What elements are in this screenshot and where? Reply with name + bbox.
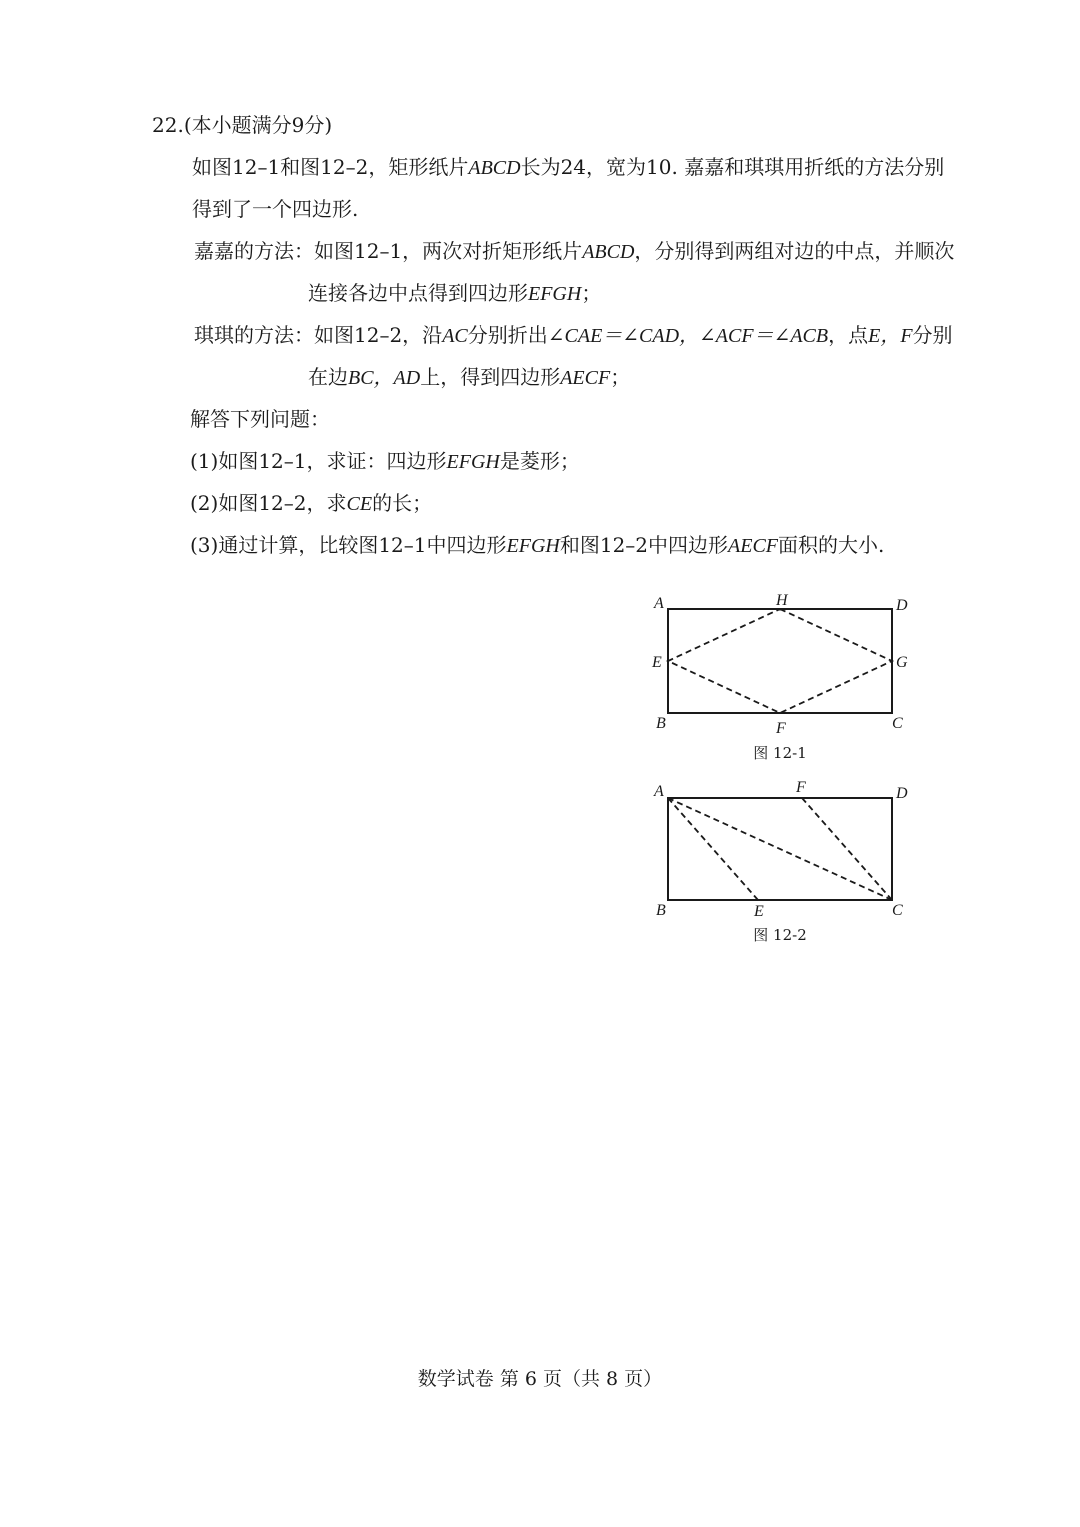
label-a: A	[654, 595, 664, 612]
intro-text: 得到了一个四边形.	[192, 197, 359, 221]
math-efgh: EFGH	[528, 283, 582, 305]
q2-text: 的长；	[372, 491, 433, 515]
q1-text: (1)如图12–1，求证：四边形	[190, 449, 447, 473]
intro-line-1	[192, 154, 944, 181]
qiqi-line-1	[194, 322, 953, 349]
jiajia-line-2	[308, 280, 601, 307]
math-ce: CE	[346, 493, 373, 515]
math-bc-ad: BC，AD	[348, 367, 421, 389]
math-ef: E，F	[868, 325, 913, 347]
math-abcd: ABCD	[468, 157, 521, 179]
answer-prompt	[190, 406, 330, 432]
math-angles: ∠CAE＝∠CAD，∠ACF＝∠ACB	[547, 325, 829, 347]
question-header	[152, 112, 332, 138]
jiajia-line-1	[194, 238, 954, 265]
qiqi-text: 分别	[912, 323, 953, 347]
q2-text: (2)如图12–2，求	[190, 491, 347, 515]
jiajia-text: 连接各边中点得到四边形	[308, 281, 528, 305]
math-aecf: AECF	[560, 367, 611, 389]
q1-text: 是菱形；	[499, 449, 580, 473]
sub-question-1	[190, 448, 580, 475]
answer-prompt-text: 解答下列问题：	[190, 407, 330, 431]
rectangle-abcd	[668, 609, 892, 713]
figure-caption: 图 12-2	[753, 926, 807, 944]
jiajia-label: 嘉嘉的方法：	[194, 239, 314, 263]
qiqi-text: 如图12–2，沿	[314, 323, 443, 347]
jiajia-text: ，分别得到两组对边的中点，并顺次	[634, 239, 955, 263]
label-h: H	[776, 592, 788, 609]
label-f: F	[776, 720, 786, 737]
qiqi-text: 上，得到四边形	[420, 365, 561, 389]
fold-cf	[802, 798, 892, 900]
label-f: F	[796, 779, 806, 796]
qiqi-text: 分别折出	[467, 323, 548, 347]
figure-12-2	[640, 772, 930, 952]
figure-caption: 图 12-1	[753, 744, 807, 762]
qiqi-text: ；	[610, 365, 631, 389]
qiqi-text: 在边	[308, 365, 348, 389]
question-number: 22.	[152, 113, 184, 137]
q3-text: 面积的大小.	[778, 533, 885, 557]
label-b: B	[656, 715, 666, 732]
qiqi-text: ，点	[828, 323, 869, 347]
intro-text: 长为24，宽为10. 嘉嘉和琪琪用折纸的方法分别	[520, 155, 945, 179]
q3-text: (3)通过计算，比较图12–1中四边形	[190, 533, 507, 557]
math-efgh: EFGH	[506, 535, 560, 557]
qiqi-label: 琪琪的方法：	[194, 323, 314, 347]
fold-ae	[668, 798, 758, 900]
label-d: D	[896, 785, 908, 802]
score-note: (本小题满分9分)	[183, 113, 333, 137]
intro-text: 如图12–1和图12–2，矩形纸片	[192, 155, 469, 179]
sub-question-2	[190, 490, 432, 517]
label-e: E	[754, 903, 764, 920]
jiajia-text: ；	[581, 281, 602, 305]
math-efgh: EFGH	[446, 451, 500, 473]
label-a: A	[654, 783, 664, 800]
label-g: G	[896, 654, 908, 671]
label-d: D	[896, 597, 908, 614]
intro-line-2	[192, 196, 358, 222]
q3-text: 和图12–2中四边形	[559, 533, 729, 557]
label-c: C	[892, 902, 903, 919]
math-ac: AC	[442, 325, 468, 347]
rhombus-efgh	[668, 609, 892, 713]
qiqi-line-2	[308, 364, 630, 391]
jiajia-text: 如图12–1，两次对折矩形纸片	[314, 239, 583, 263]
label-e: E	[652, 654, 662, 671]
math-aecf: AECF	[728, 535, 779, 557]
diagonal-ac	[668, 798, 892, 900]
math-abcd: ABCD	[582, 241, 635, 263]
label-c: C	[892, 715, 903, 732]
sub-question-3	[190, 532, 884, 559]
label-b: B	[656, 902, 666, 919]
figure-12-1	[640, 585, 930, 770]
page-footer: 数学试卷 第 6 页（共 8 页）	[417, 1368, 663, 1390]
